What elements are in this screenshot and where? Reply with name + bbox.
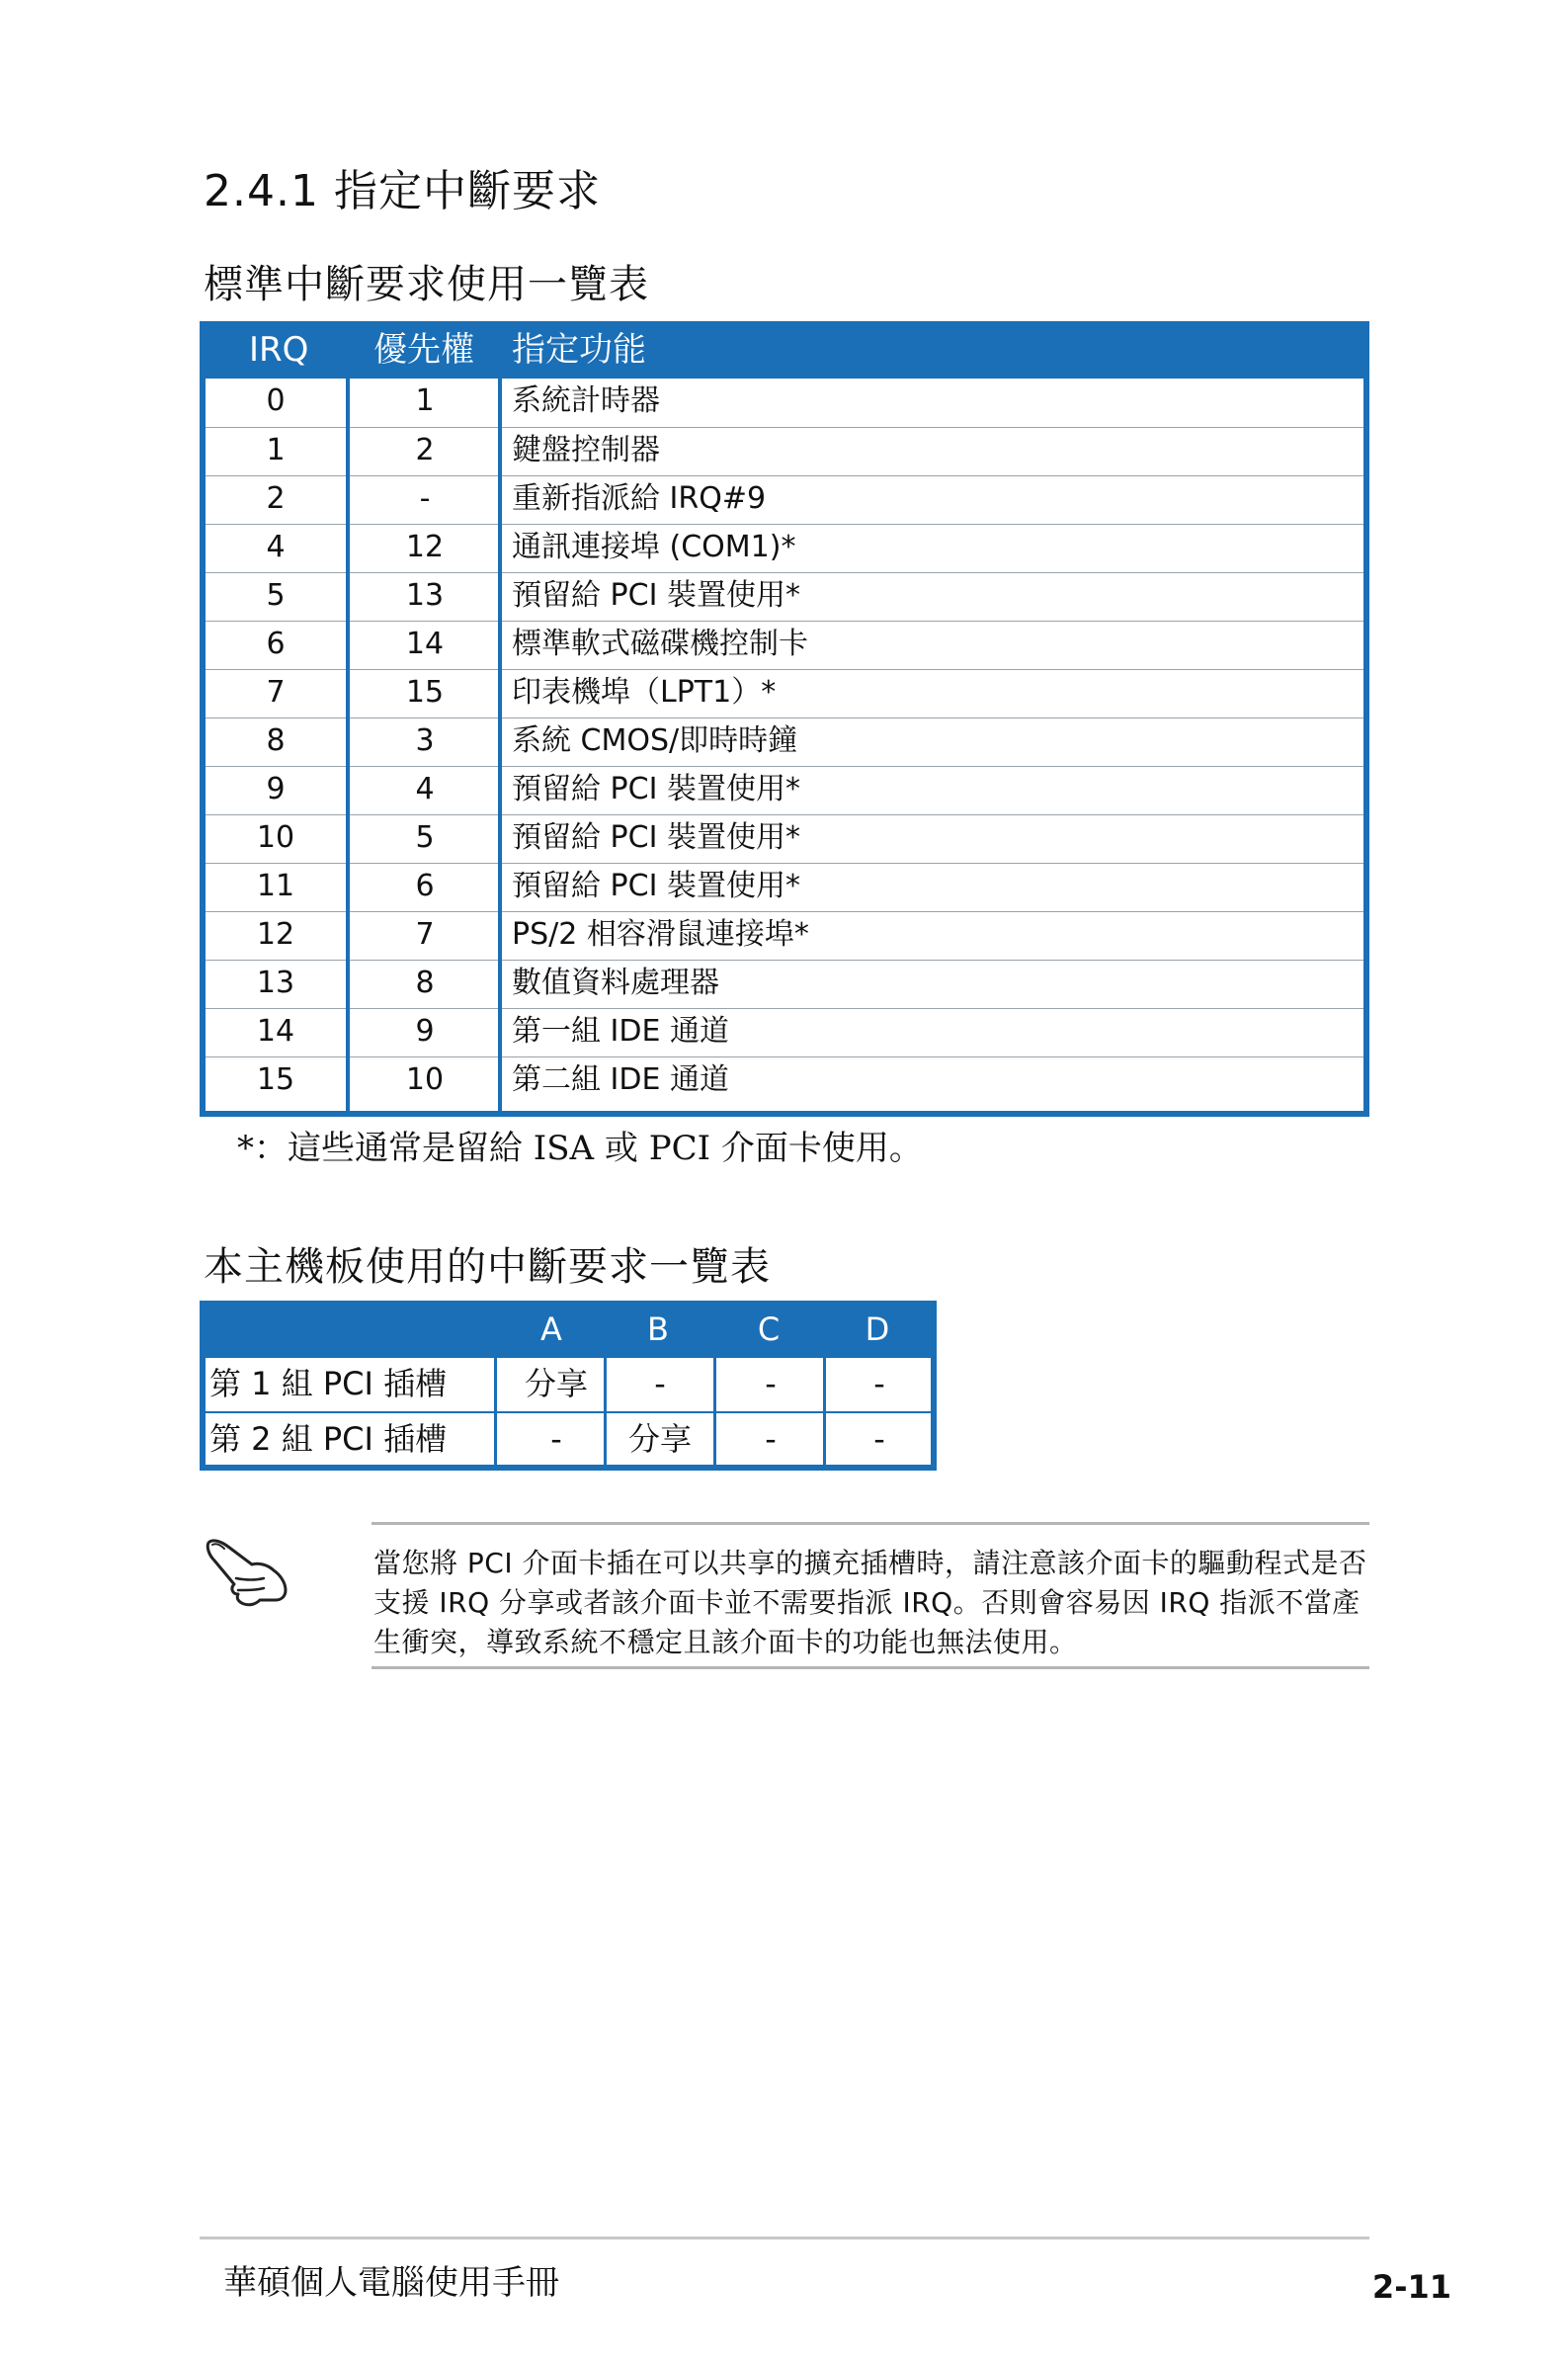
priority-cell: 9: [415, 1014, 435, 1049]
slot-table-header: [200, 1301, 937, 1358]
priority-cell: 5: [415, 820, 435, 855]
irq-cell: 1: [266, 433, 286, 467]
table-row: [206, 1358, 931, 1411]
slot-a-cell: 分享: [524, 1365, 588, 1402]
priority-cell: 14: [405, 627, 445, 661]
footer-manual-title: 華碩個人電腦使用手冊: [223, 2263, 559, 2303]
footer-rule: [200, 2237, 1369, 2239]
slot-header-b: B: [647, 1310, 669, 1348]
function-cell: 系統 CMOS/即時時鐘: [512, 723, 798, 758]
table-row: [206, 1411, 931, 1467]
slot-a-cell: -: [550, 1420, 562, 1458]
table-row: [206, 814, 1363, 863]
function-cell: 系統計時器: [512, 383, 660, 418]
irq-footnote: *：這些通常是留給 ISA 或 PCI 介面卡使用。: [237, 1129, 923, 1168]
slot-header-a: A: [540, 1310, 562, 1348]
priority-cell: -: [419, 481, 431, 516]
irq-header-priority: 優先權: [373, 330, 474, 370]
irq-table-header: [200, 321, 1369, 379]
irq-cell: 14: [256, 1014, 295, 1049]
priority-cell: 1: [415, 383, 435, 418]
irq-cell: 0: [266, 383, 286, 418]
function-cell: PS/2 相容滑鼠連接埠*: [512, 917, 809, 952]
function-cell: 重新指派給 IRQ#9: [512, 481, 767, 516]
table-row: [206, 572, 1363, 621]
irq-cell: 13: [256, 966, 295, 1000]
irq-cell: 2: [266, 481, 286, 516]
page-number: 2-11: [1371, 2268, 1451, 2306]
table-row: [206, 379, 1363, 427]
irq-cell: 8: [266, 723, 286, 758]
table-row: [206, 718, 1363, 766]
slot-irq-table: [200, 1301, 937, 1471]
table-row: [206, 1056, 1363, 1105]
table-row: [206, 427, 1363, 475]
slot-c-cell: -: [765, 1420, 777, 1458]
slot-header-c: C: [757, 1310, 781, 1348]
irq-cell: 6: [266, 627, 286, 661]
priority-cell: 12: [405, 530, 445, 564]
priority-cell: 13: [405, 578, 445, 613]
irq-cell: 15: [256, 1062, 295, 1097]
slot-d-cell: -: [873, 1420, 885, 1458]
slot-header-d: D: [865, 1310, 890, 1348]
priority-cell: 8: [415, 966, 435, 1000]
irq-cell: 10: [256, 820, 295, 855]
table-row: [206, 911, 1363, 960]
slot-b-cell: 分享: [627, 1420, 692, 1458]
irq-cell: 11: [256, 869, 295, 903]
priority-cell: 7: [415, 917, 435, 952]
column-divider: [346, 379, 350, 1111]
section-title: 2.4.1 指定中斷要求: [204, 166, 601, 216]
function-cell: 數值資料處理器: [512, 966, 719, 1000]
irq-header-irq: IRQ: [249, 330, 309, 370]
irq-cell: 9: [266, 772, 286, 806]
slot-d-cell: -: [873, 1365, 885, 1402]
column-divider: [498, 379, 502, 1111]
irq-table: [200, 321, 1369, 1117]
column-divider: [604, 1358, 607, 1465]
function-cell: 印表機埠（LPT1）*: [512, 675, 777, 710]
table-row: [206, 766, 1363, 814]
function-cell: 第二組 IDE 通道: [512, 1062, 729, 1097]
slot-c-cell: -: [765, 1365, 777, 1402]
column-divider: [823, 1358, 826, 1465]
note-top-rule: [371, 1522, 1369, 1525]
note-bottom-rule: [371, 1666, 1369, 1669]
function-cell: 第一組 IDE 通道: [512, 1014, 729, 1049]
note-text: 當您將 PCI 介面卡插在可以共享的擴充插槽時，請注意該介面卡的驅動程式是否支援 IRQ 分享或者該介面卡並不需要指派 IRQ。否則會容易因 IRQ 指派不當產生衝突，導致系統不穩定且該介面卡的功能也無法使用。: [373, 1547, 1367, 1658]
slot-table-title: 本主機板使用的中斷要求一覽表: [204, 1244, 771, 1290]
function-cell: 預留給 PCI 裝置使用*: [512, 772, 800, 806]
irq-cell: 4: [266, 530, 286, 564]
function-cell: 標準軟式磁碟機控制卡: [512, 627, 808, 661]
table-row: [206, 960, 1363, 1008]
column-divider: [494, 1358, 497, 1465]
slot-b-cell: -: [654, 1365, 666, 1402]
irq-table-body: [206, 379, 1363, 1111]
priority-cell: 6: [415, 869, 435, 903]
table-row: [206, 863, 1363, 911]
slot-table-body: [206, 1358, 931, 1465]
priority-cell: 10: [405, 1062, 445, 1097]
priority-cell: 2: [415, 433, 435, 467]
function-cell: 通訊連接埠 (COM1)*: [512, 530, 796, 564]
table-row: [206, 669, 1363, 718]
column-divider: [713, 1358, 716, 1465]
irq-cell: 12: [256, 917, 295, 952]
function-cell: 鍵盤控制器: [512, 433, 660, 467]
table-row: [206, 621, 1363, 669]
table-row: [206, 475, 1363, 524]
slot-name-cell: 第 1 組 PCI 插槽: [209, 1365, 448, 1402]
irq-cell: 7: [266, 675, 286, 710]
priority-cell: 4: [415, 772, 435, 806]
function-cell: 預留給 PCI 裝置使用*: [512, 820, 800, 855]
irq-header-function: 指定功能: [512, 330, 646, 370]
table-row: [206, 1008, 1363, 1056]
slot-name-cell: 第 2 組 PCI 插槽: [209, 1420, 448, 1458]
irq-table-title: 標準中斷要求使用一覽表: [204, 262, 649, 307]
priority-cell: 3: [415, 723, 435, 758]
function-cell: 預留給 PCI 裝置使用*: [512, 578, 800, 613]
table-row: [206, 524, 1363, 572]
function-cell: 預留給 PCI 裝置使用*: [512, 869, 800, 903]
priority-cell: 15: [405, 675, 445, 710]
irq-cell: 5: [266, 578, 286, 613]
pointing-hand-icon: [203, 1535, 291, 1614]
